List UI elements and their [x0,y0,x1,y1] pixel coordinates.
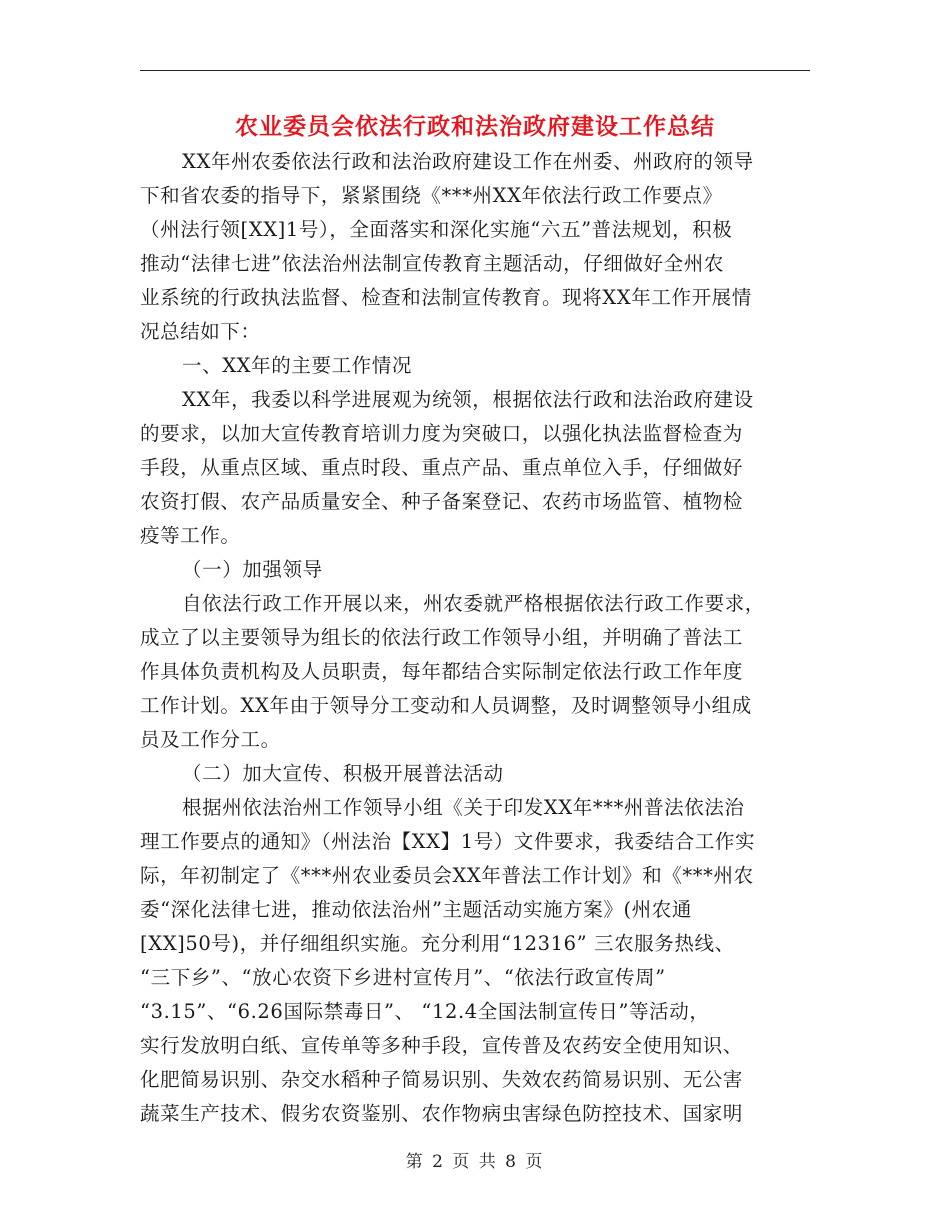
subsection-heading: （二）加大宣传、积极开展普法活动 [182,762,504,785]
body-line: 业系统的行政执法监督、检查和法制宣传教育。现将XX年工作开展情 [140,286,752,309]
body-line: 下和省农委的指导下，紧紧围绕《***州XX年依法行政工作要点》 [140,184,723,207]
document-body [140,145,812,1131]
body-line: “3.15”、“6.26国际禁毒日”、 “12.4全国法制宣传日”等活动， [140,1000,710,1023]
body-line: [XX]50号)，并仔细组织实施。充分利用“12316” 三农服务热线、 [140,932,735,955]
body-line: 推动“法律七进”依法治州法制宣传教育主题活动，仔细做好全州农 [140,252,724,275]
body-line: 实行发放明白纸、宣传单等多种手段，宣传普及农药安全使用知识、 [140,1034,744,1057]
header-rule [140,70,810,71]
body-line: 疫等工作。 [140,524,241,547]
body-line: 成立了以主要领导为组长的依法行政工作领导小组，并明确了普法工 [140,626,744,649]
body-line: 手段，从重点区域、重点时段、重点产品、重点单位入手，仔细做好 [140,456,744,479]
document-title: 农业委员会依法行政和法治政府建设工作总结 [235,113,715,140]
body-line: XX年州农委依法行政和法治政府建设工作在州委、州政府的领导 [182,150,754,173]
body-line: 的要求，以加大宣传教育培训力度为突破口，以强化执法监督检查为 [140,422,744,445]
body-line: 作具体负责机构及人员职责，每年都结合实际制定依法行政工作年度 [140,660,744,683]
body-line: “三下乡”、“放心农资下乡进村宣传月”、“依法行政宣传周” [140,966,666,989]
body-line: 化肥简易识别、杂交水稻种子简易识别、失效农药简易识别、无公害 [140,1068,744,1091]
body-line: （州法行领[XX]1号），全面落实和深化实施“六五”普法规划，积极 [140,218,733,241]
body-line: 况总结如下： [140,320,261,343]
body-line: XX年，我委以科学进展观为统领，根据依法行政和法治政府建设 [182,388,754,411]
body-line: 自依法行政工作开展以来，州农委就严格根据依法行政工作要求， [182,592,765,615]
body-line: 员及工作分工。 [140,728,281,751]
body-line: 理工作要点的通知》（州法治【XX】1号）文件要求，我委结合工作实 [140,830,756,853]
body-line: 蔬菜生产技术、假劣农资鉴别、农作物病虫害绿色防控技术、国家明 [140,1102,744,1125]
section-heading: 一、XX年的主要工作情况 [182,354,412,377]
body-line: 委“深化法律七进，推动依法治州”主题活动实施方案》(州农通 [140,898,692,921]
body-line: 农资打假、农产品质量安全、种子备案登记、农药市场监管、植物检 [140,490,744,513]
body-line: 工作计划。XX年由于领导分工变动和人员调整，及时调整领导小组成 [140,694,752,717]
body-line: 根据州依法治州工作领导小组《关于印发XX年***州普法依法治 [182,796,745,819]
subsection-heading: （一）加强领导 [182,558,323,581]
page-number: 第 2 页 共 8 页 [405,1152,545,1172]
body-line: 际，年初制定了《***州农业委员会XX年普法工作计划》和《***州农 [140,864,754,887]
